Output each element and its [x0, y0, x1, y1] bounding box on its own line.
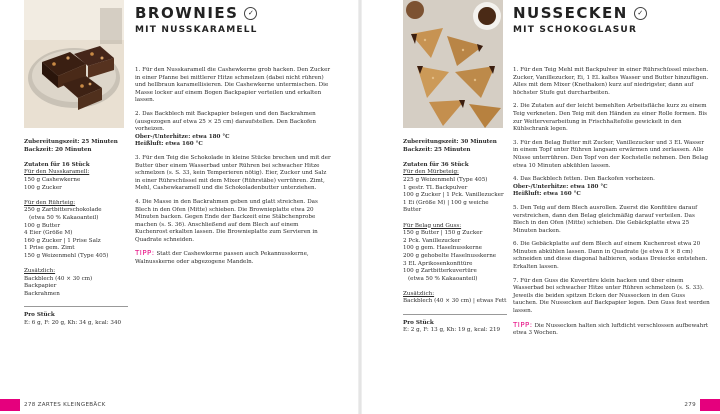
step: 3. Für den Belag Butter mit Zucker, Vanillezucker und 3 EL Wasser in einem Topf unter Rühren langsam erwärmen und zerlassen. Alle Nüsse unterrühren. Den Topf von der Kochstelle nehmen. Den Belag etwa 10 Minuten abkühlen lassen.: [513, 139, 709, 169]
page-number: 279: [684, 402, 696, 408]
ingredient-group-heading: Für den Mürbeteig:: [403, 169, 459, 176]
step: 6. Die Gebäckplatte auf dem Blech auf einem Kuchenrost etwa 20 Minuten abkühlen lassen. Dann in Quadrate (je etwa 8 × 8 cm) schneiden und diese diagonal halbieren, sodass Dreiecke entstehen. Erkalten lassen.: [513, 241, 708, 271]
divider: [403, 314, 507, 315]
tip-text: Statt der Cashewkerne passen auch Pekannusskerne, Walnusskerne oder abgezogene Mandeln.: [135, 251, 309, 266]
prep-time: Zubereitungszeit: 25 Minuten: [24, 139, 118, 145]
prep-time: Zubereitungszeit: 30 Minuten: [403, 139, 497, 145]
ingredient-item: 100 g Butter: [24, 222, 61, 229]
ingredient-group-heading: Für Belag und Guss:: [403, 222, 462, 229]
step: 1. Für den Teig Mehl mit Backpulver in einer Rührschüssel mischen. Zucker, Vanillezucker, Ei, 1 EL kaltes Wasser und Butter hinzufügen. Alles mit dem Mixer (Knethaken) kurz auf niedrigster, dann auf höchster Stufe gut durcharbeiten.: [513, 67, 709, 96]
ingredient-item: Backpapier: [24, 283, 57, 290]
step: 4. Das Backblech fetten. Den Backofen vorheizen.: [513, 176, 655, 183]
ingredients-heading: Zutaten für 36 Stück: [403, 161, 469, 168]
ingredient-item: 150 g Butter | 150 g Zucker: [403, 230, 483, 237]
page-marker: [700, 399, 720, 411]
ingredient-item: 1 gestr. TL Backpulver: [403, 184, 468, 191]
tip: [135, 250, 332, 266]
step: 5. Den Teig auf dem Blech ausrollen. Zuerst die Konfitüre darauf verstreichen, dann den Belag gleichmäßig darauf verteilen. Das Blech in den Ofen (Mitte) schieben. Die Gebäckplatte etwa 25 Minuten backen.: [513, 204, 698, 234]
ingredient-item: 250 g Zartbitterschokolade: [24, 207, 102, 214]
footer-left: [0, 399, 260, 411]
vegetarian-icon: ✓: [244, 7, 257, 20]
ingredient-item: 150 g Weizenmehl (Type 405): [24, 252, 109, 259]
tip-text: Die Nussecken halten sich luftdicht verschlossen aufbewahrt etwa 3 Wochen.: [513, 322, 709, 337]
step: 3. Für den Teig die Schokolade in kleine Stücke brechen und mit der Butter über einem Wasserbad unter Rühren bei schwacher Hitze schmelzen (s. S. 33, kein Temperieren nötig). Eier, Zucker und Salz in einer Rührschüssel mit dem Mixer (Rührstäbe) verrühren. Zimt, Mehl, Cashewkaramell und die Schokoladenbutter unterziehen.: [135, 154, 331, 192]
tip-label: TIPP:: [513, 320, 533, 329]
step: 4. Die Masse in den Backrahmen geben und glatt streichen. Das Blech in den Ofen (Mitte) schieben. Die Brownieplatte etwa 20 Minuten backen. Gegen Ende der Backzeit eine Stäbchenprobe machen (s. S. 36). Anschließend auf dem Blech auf einem Kuchenrost erkalten lassen. Die Brownieplatte zum Servieren in Quadrate schneiden.: [135, 198, 318, 243]
bake-time: Backzeit: 25 Minuten: [403, 146, 471, 153]
oven-temp-conventional: Ober-/Unterhitze: etwa 180 °C: [513, 183, 608, 190]
ingredient-item: 3 EL Aprikosenkonfitüre: [403, 260, 473, 267]
ingredient-group-heading: Zusätzlich:: [403, 290, 435, 297]
ingredient-item: 225 g Weizenmehl (Type 405): [403, 176, 488, 183]
vegetarian-icon: ✓: [634, 7, 647, 20]
nutrition-heading: Pro Stück: [403, 319, 434, 326]
nutrition-heading: Pro Stück: [24, 312, 55, 319]
ingredients-heading: Zutaten für 16 Stück: [24, 161, 90, 168]
ingredient-item: 4 Eier (Größe M): [24, 230, 73, 237]
nutrition-values: E: 2 g, F: 13 g, Kh: 19 g, kcal: 219: [403, 327, 501, 334]
section-name: ZARTES KLEINGEBÄCK: [37, 402, 106, 408]
nutrition-values: E: 6 g, F: 20 g, Kh: 34 g, kcal: 340: [24, 319, 122, 326]
ingredient-item: 100 g Zartbitterkuvertüre: [403, 268, 477, 275]
page-marker: [0, 399, 20, 411]
divider: [24, 306, 128, 307]
recipe-title: BROWNIES ✓: [135, 4, 257, 22]
oven-temp-conventional: Ober-/Unterhitze: etwa 180 °C: [135, 133, 230, 140]
recipe-subtitle: MIT SCHOKOGLASUR: [513, 25, 638, 35]
step: 2. Die Zutaten auf der leicht bemehlten Arbeitsfläche kurz zu einem Teig verkneten. Den Teig mit den Händen zu einer Rolle formen. Bis zur Weiterverarbeitung in Frischhaltefolie gewickelt in den Kühlschrank legen.: [513, 103, 708, 133]
brownies-photo: [24, 0, 124, 128]
footer-right: [640, 399, 720, 411]
step: 7. Für den Guss die Kuvertüre klein hacken und über einem Wasserbad bei schwacher Hitze unter Rühren schmelzen (s. S. 33). Jeweils die beiden spitzen Ecken der Nussecken in den Guss tauchen. Die Nussecken auf Backpapier legen. Den Guss fest werden lassen.: [513, 277, 710, 315]
ingredient-item: 100 g Zucker: [24, 184, 62, 191]
ingredient-item: 1 Prise gem. Zimt: [24, 245, 75, 252]
bake-time: Backzeit: 20 Minuten: [24, 146, 92, 153]
ingredient-item: 160 g Zucker | 1 Prise Salz: [24, 237, 101, 244]
step-with-oven: [513, 176, 710, 199]
recipe-subtitle: MIT NUSSKARAMELL: [135, 25, 258, 35]
oven-temp-fan: Heißluft: etwa 160 °C: [513, 191, 581, 198]
tip-label: TIPP:: [135, 249, 155, 258]
ingredient-item: 2 Pck. Vanillezucker: [403, 237, 461, 244]
ingredient-item: Backrahmen: [24, 290, 60, 297]
step: 2. Das Backblech mit Backpapier belegen und den Backrahmen (ausgezogen auf etwa 25 × 25 cm) daraufstellen. Den Backofen vorheizen.: [135, 110, 316, 133]
ingredients-sidebar: [24, 139, 128, 327]
recipe-title: NUSSECKEN ✓: [513, 4, 647, 22]
ingredient-group-heading: Für den Rührteig:: [24, 199, 76, 206]
ingredient-item: (etwa 50 % Kakaoanteil): [29, 214, 99, 221]
page-number: 278: [24, 402, 36, 408]
right-page: [360, 0, 720, 414]
step-with-oven: [135, 111, 332, 149]
tip: [513, 322, 710, 338]
instructions: [513, 67, 710, 344]
ingredient-item: Backblech (40 × 30 cm): [24, 275, 93, 282]
ingredient-item: Backblech (40 × 30 cm) | etwas Fett: [403, 298, 507, 305]
oven-temp-fan: Heißluft: etwa 160 °C: [135, 141, 203, 148]
step: 1. Für den Nusskaramell die Cashewkerne grob hacken. Den Zucker in einer Pfanne bei mittlerer Hitze schmelzen (dabei nicht rühren) und hellbraun karamellisieren. Die Cashewkerne untermischen. Die Masse locker auf einem Bogen Backpapier verteilen und erkalten lassen.: [135, 67, 331, 104]
ingredient-item: 100 g Zucker | 1 Pck. Vanillezucker: [403, 192, 504, 199]
ingredient-item: (etwa 50 % Kakaoanteil): [408, 275, 478, 282]
nussecken-photo: [403, 0, 503, 128]
ingredient-item: 200 g gehobelte Haselnusskerne: [403, 252, 497, 259]
ingredient-group-heading: Für den Nusskaramell:: [24, 169, 90, 176]
ingredient-item: 1 Ei (Größe M) | 100 g weiche Butter: [403, 199, 489, 214]
ingredient-group-heading: Zusätzlich:: [24, 268, 56, 275]
ingredients-sidebar: [403, 139, 507, 335]
ingredient-item: 150 g Cashewkerne: [24, 176, 81, 183]
ingredient-item: 100 g gem. Haselnusskerne: [403, 245, 482, 252]
instructions: [135, 67, 332, 273]
